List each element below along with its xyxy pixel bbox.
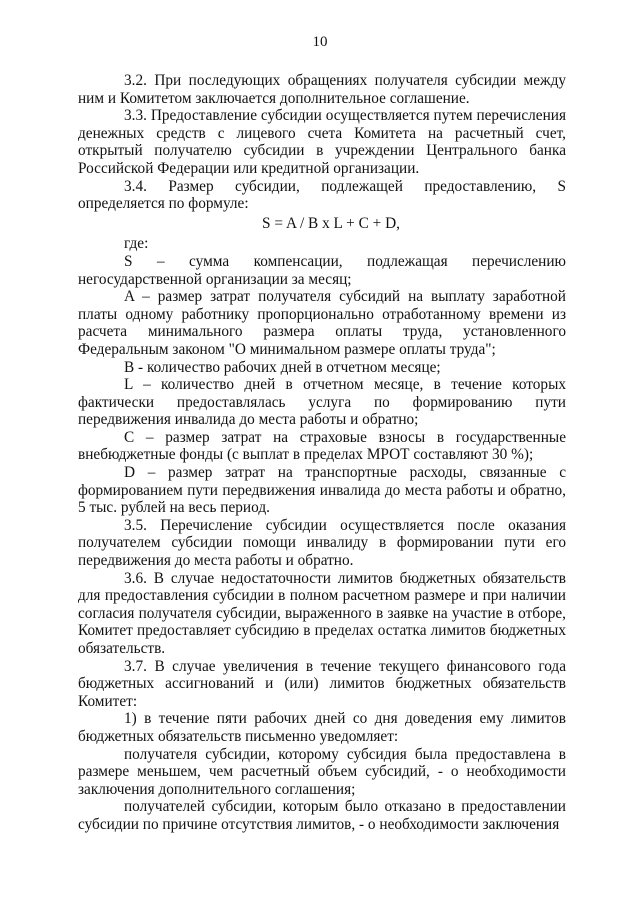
document-body (78, 72, 566, 834)
definition-l: L – количество дней в отчетном месяце, в течение которых фактически предоставлялась услуга по формированию пути передвижения инвалида до места работы и обратно; (78, 376, 566, 429)
paragraph-3-2: 3.2. При последующих обращениях получателя субсидии между ним и Комитетом заключается дополнительное соглашение. (78, 72, 566, 107)
paragraph-3-7: 3.7. В случае увеличения в течение текущего финансового года бюджетных ассигнований и (или) лимитов бюджетных обязательств Комитет: (78, 657, 566, 710)
paragraph-3-5: 3.5. Перечисление субсидии осуществляется после оказания получателем субсидии помощи инвалиду в формировании пути его передвижения до места работы и обратно. (78, 516, 566, 570)
paragraph-3-6: 3.6. В случае недостаточности лимитов бюджетных обязательств для предоставления субсидии в полном расчетном размере и при наличии согласия получателя субсидии, выраженного в заявке на участие в отборе, Комитет предоставляет субсидию в пределах остатка лимитов бюджетных обязательств. (78, 569, 566, 657)
formula-where: где: (124, 235, 149, 253)
formula: S = A / B x L + C + D, (262, 214, 400, 232)
page-number: 10 (312, 34, 328, 50)
list-subitem-refused-recipients: получателей субсидии, которым было отказано в предоставлении субсидии по причине отсутствия лимитов, - о необходимости заключения (78, 798, 566, 833)
definition-s: S – сумма компенсации, подлежащая перечислению негосударственной организации за месяц; (78, 252, 566, 288)
paragraph-3-3: 3.3. Предоставление субсидии осуществляется путем перечисления денежных средств с лицевого счета Комитета на расчетный счет, открытый получателю субсидии в учреждении Центрального банка Российской Федерации или кредитной организации. (78, 107, 566, 177)
definition-a: A – размер затрат получателя субсидий на выплату заработной платы одному работнику пропорционально отработанному времени из расчета минимального размера оплаты труда, установленного Федеральным законом "О минимальном размере оплаты труда"; (78, 288, 566, 358)
paragraph-3-4: 3.4. Размер субсидии, подлежащей предоставлению, S определяется по формуле: (78, 177, 566, 213)
definition-c: C – размер затрат на страховые взносы в государственные внебюджетные фонды (с выплат в пределах МРОТ составляют 30 %); (78, 428, 566, 464)
list-item-1: 1) в течение пяти рабочих дней со дня доведения ему лимитов бюджетных обязательств письменно уведомляет: (78, 710, 566, 745)
definition-b: B - количество рабочих дней в отчетном месяце; (124, 358, 441, 376)
definition-d: D – размер затрат на транспортные расходы, связанные с формированием пути передвижения инвалида до места работы и обратно, 5 тыс. рублей на весь период. (78, 464, 566, 517)
list-subitem-recipient: получателя субсидии, которому субсидия была предоставлена в размере меньшем, чем расчетный объем субсидий, - о необходимости заключения дополнительного соглашения; (78, 745, 566, 798)
